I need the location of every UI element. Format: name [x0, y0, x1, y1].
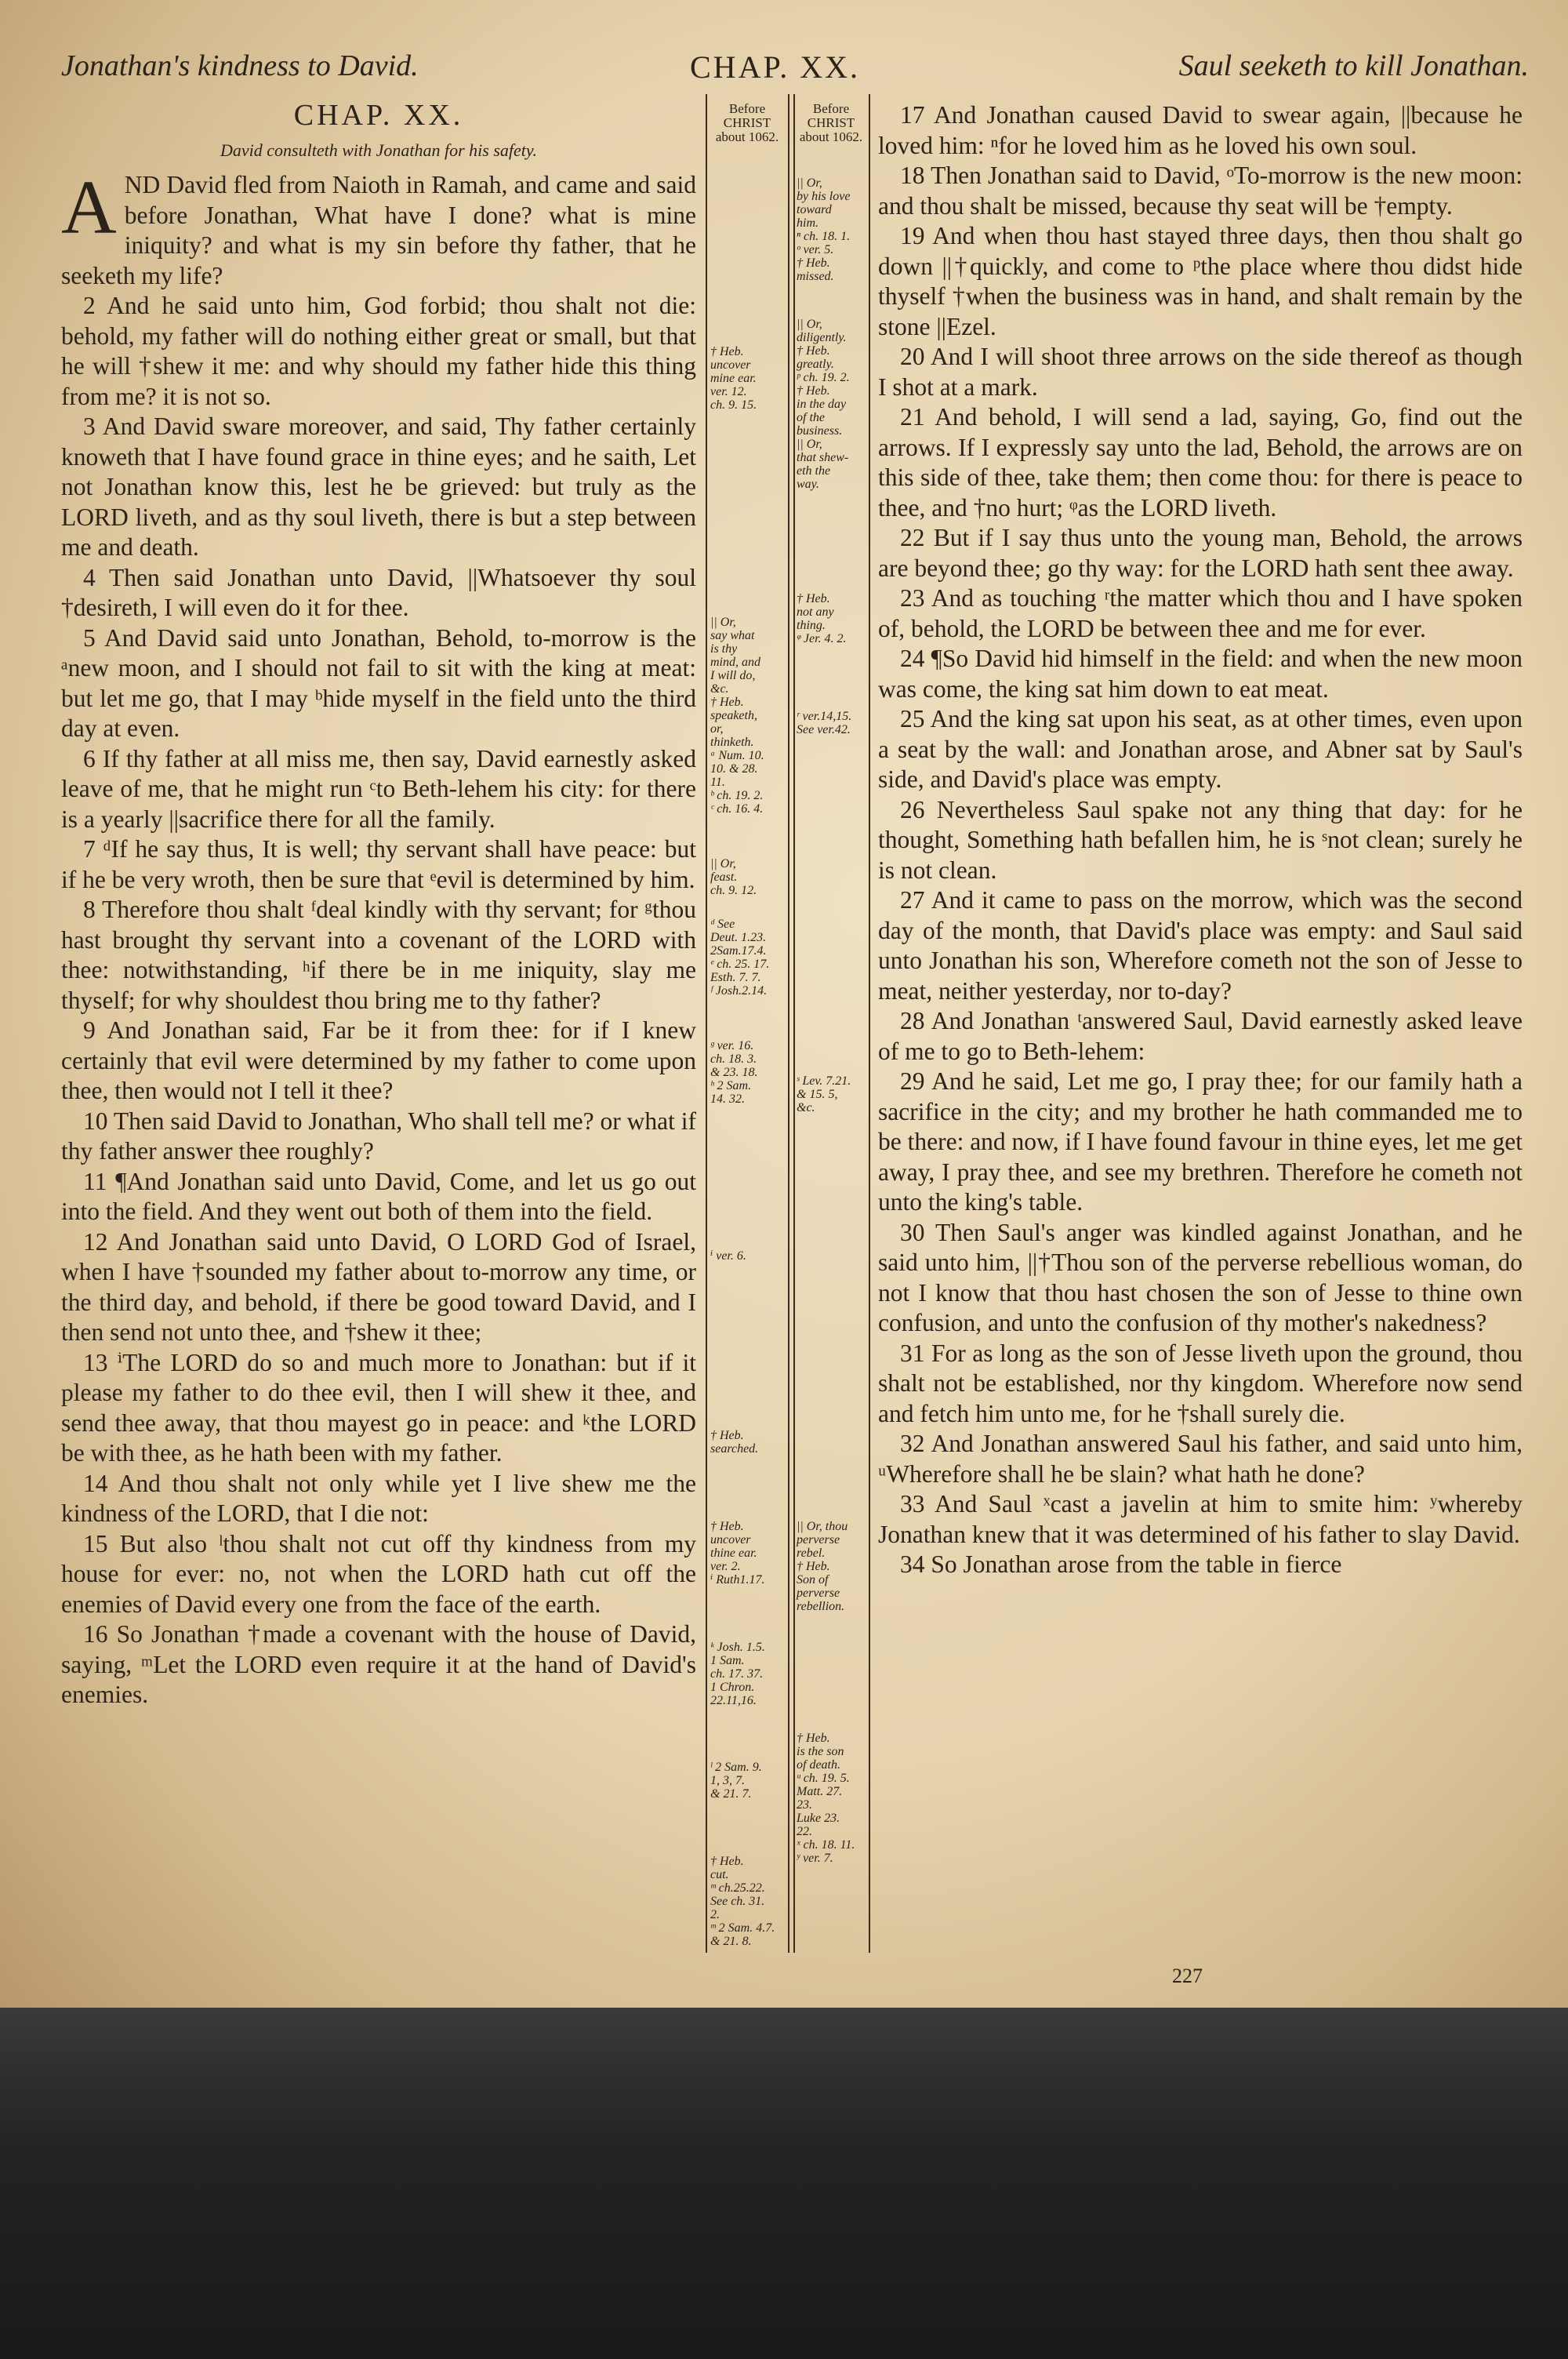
verse-paragraph: 26 Nevertheless Saul spake not any thing that day: for he thought, Something hath befallen him, he is ˢnot clean; surely he is not clean. [878, 795, 1523, 884]
margin-divider [706, 94, 707, 1953]
page-number: 227 [1172, 1965, 1203, 1987]
verse-paragraph: 28 And Jonathan ᵗanswered Saul, David earnestly asked leave of me to go to Beth-lehem: [878, 1007, 1523, 1065]
margin-note: ᵈ See Deut. 1.23. 2Sam.17.4. ᵉ ch. 25. 17. Esth. 7. 7. ᶠ Josh.2.14. [710, 918, 770, 998]
marginal-references-outer [797, 0, 869, 2008]
margin-note: || Or, thou perverse rebel. † Heb. Son of perverse rebellion. [797, 1520, 848, 1613]
verse-paragraph: 3 And David sware moreover, and said, Thy father certainly knoweth that I have found grace in thine eyes; and he saith, Let not Jonathan know this, lest he be grieved: but truly as the LORD liveth, and as thy soul liveth, there is but a step between me and death. [61, 413, 696, 561]
verse-paragraph: 32 And Jonathan answered Saul his father, and said unto him, ᵘWherefore shall he be slain? what hath he done? [878, 1430, 1523, 1488]
margin-divider [793, 94, 795, 1953]
background-surface [0, 2008, 1568, 2359]
left-text-column [61, 100, 696, 1710]
margin-note: † Heb. searched. [710, 1429, 759, 1456]
margin-note: || Or, diligently. † Heb. greatly. ᵖ ch. 19. 2. † Heb. in the day of the business. || Or, that shew- eth the way. [797, 318, 850, 491]
verse-paragraph: 25 And the king sat upon his seat, as at other times, even upon a seat by the wall: and Jonathan arose, and Abner sat by Saul's side, and David's place was empty. [878, 705, 1523, 793]
margin-note: † Heb. not any thing. ᵠ Jer. 4. 2. [797, 592, 847, 645]
verse-paragraph: 13 ⁱThe LORD do so and much more to Jonathan: but if it please my father to do thee evil, then I will shew it thee, and send thee away, that thou mayest go in peace: and ᵏthe LORD be with thee, as he hath been with my father. [61, 1348, 696, 1467]
margin-date-heading: Before CHRIST about 1062. [715, 101, 779, 144]
margin-note: ˡ 2 Sam. 9. 1, 3, 7. & 21. 7. [710, 1761, 762, 1801]
verse-paragraph: 4 Then said Jonathan unto David, ||Whatsoever thy soul †desireth, I will even do it for thee. [61, 563, 696, 621]
margin-note: || Or, by his love toward him. ⁿ ch. 18. 1. ᵒ ver. 5. † Heb. missed. [797, 176, 851, 283]
margin-note: † Heb. uncover thine ear. ver. 2. ⁱ Ruth1.17. [710, 1520, 765, 1587]
margin-note: † Heb. cut. ᵐ ch.25.22. See ch. 31. 2. ᵐ 2 Sam. 4.7. & 21. 8. [710, 1855, 775, 1948]
verse-paragraph: 22 But if I say thus unto the young man, Behold, the arrows are beyond thee; go thy way: for the LORD hath sent thee away. [878, 524, 1523, 582]
verse-paragraph: 27 And it came to pass on the morrow, which was the second day of the month, that David's place was empty: and Saul said unto Jonathan his son, Wherefore cometh not the son of Jesse to meat, neither yesterday, nor to-day? [878, 886, 1523, 1005]
verse-paragraph: 2 And he said unto him, God forbid; thou shalt not die: behold, my father will do nothing either great or small, but that he will †shew it me: and why should my father hide this thing from me? it is not so. [61, 292, 696, 410]
running-head-right: Saul seeketh to kill Jonathan. [1178, 49, 1529, 82]
drop-cap: A [61, 165, 117, 250]
verse-paragraph: 18 Then Jonathan said to David, ᵒTo-morrow is the new moon: and thou shalt be missed, because thy seat will be †empty. [878, 162, 1523, 220]
chapter-title: CHAP. XX. [293, 99, 464, 132]
margin-note: ᵏ Josh. 1.5. 1 Sam. ch. 17. 37. 1 Chron. 22.11,16. [710, 1641, 765, 1707]
verse-paragraph: 23 And as touching ʳthe matter which thou and I have spoken of, behold, the LORD be between thee and me for ever. [878, 584, 1523, 642]
verse-paragraph: 6 If thy father at all miss me, then say, David earnestly asked leave of me, that he might run ᶜto Beth-lehem his city: for there is a yearly ||sacrifice there for all the family. [61, 744, 696, 833]
verse-paragraph: 9 And Jonathan said, Far be it from thee: for if I knew certainly that evil were determined by my father to come upon thee, then would not I tell it thee? [61, 1016, 696, 1104]
verse-paragraph: 17 And Jonathan caused David to swear again, ||because he loved him: ⁿfor he loved him as he loved his own soul. [878, 101, 1523, 159]
verse-paragraph: 33 And Saul ˣcast a javelin at him to smite him: ʸwhereby Jonathan knew that it was determined of his father to slay David. [878, 1490, 1523, 1548]
margin-divider [869, 94, 870, 1953]
margin-date-heading: Before CHRIST about 1062. [799, 101, 863, 144]
verse-paragraph: 29 And he said, Let me go, I pray thee; for our family hath a sacrifice in the city; and my brother he hath commanded me to be there: and now, if I have found favour in thine eyes, let me get away, I pray thee, and see my brethren. Therefore he cometh not unto the king's table. [878, 1067, 1523, 1216]
margin-note: ʳ ver.14,15. See ver.42. [797, 710, 852, 736]
verse-paragraph: 5 And David said unto Jonathan, Behold, to-morrow is the ᵃnew moon, and I should not fail to sit with the king at meat: but let me go, that I may ᵇhide myself in the field unto the third day at even. [61, 623, 696, 742]
verse-paragraph: 16 So Jonathan †made a covenant with the house of David, saying, ᵐLet the LORD even require it at the hand of David's enemies. [61, 1620, 696, 1708]
margin-note: † Heb. uncover mine ear. ver. 12. ch. 9. 15. [710, 345, 757, 412]
verse-paragraph: 11 ¶And Jonathan said unto David, Come, and let us go out into the field. And they went out both of them into the field. [61, 1167, 696, 1225]
verse-paragraph: 31 For as long as the son of Jesse liveth upon the ground, thou shalt not be established, nor thy kingdom. Wherefore now send and fetch him unto me, for he †shall surely die. [878, 1339, 1523, 1427]
margin-note: ᵍ ver. 16. ch. 18. 3. & 23. 18. ʰ 2 Sam. 14. 32. [710, 1039, 758, 1106]
verse-paragraph: ND David fled from Naioth in Ramah, and came and said before Jonathan, What have I done? what is mine iniquity? and what is my sin before thy father, that he seeketh my life? [61, 171, 696, 289]
margin-note: || Or, feast. ch. 9. 12. [710, 857, 757, 897]
verse-paragraph: 7 ᵈIf he say thus, It is well; thy servant shall have peace: but if he be very wroth, then be sure that ᵉevil is determined by him. [61, 835, 696, 893]
verse-paragraph: 15 But also ˡthou shalt not cut off thy kindness from my house for ever: no, not when the LORD hath cut off the enemies of David every one from the face of the earth. [61, 1529, 696, 1618]
verse-paragraph: 12 And Jonathan said unto David, O LORD God of Israel, when I have †sounded my father about to-morrow any time, or the third day, and behold, if there be good toward David, and I then send not unto thee, and †shew it thee; [61, 1227, 696, 1346]
marginal-references-inner [710, 0, 786, 2008]
verse-paragraph: 8 Therefore thou shalt ᶠdeal kindly with thy servant; for ᵍthou hast brought thy servant into a covenant of the LORD with thee: notwithstanding, ʰif there be in me iniquity, slay me thyself; for why shouldest thou bring me to thy father? [61, 896, 696, 1014]
verse-paragraph: 19 And when thou hast stayed three days, then thou shalt go down ||†quickly, and come to ᵖthe place where thou didst hide thyself †when the business was in hand, and shalt remain by the stone ||Ezel. [878, 222, 1523, 340]
margin-note: ˢ Lev. 7.21. & 15. 5, &c. [797, 1074, 851, 1114]
margin-note: || Or, say what is thy mind, and I will do, &c. † Heb. speaketh, or, thinketh. ᵃ Num. 10. 10. & 28. 11. ᵇ ch. 19. 2. ᶜ ch. 16. 4. [710, 616, 764, 816]
running-head-left: Jonathan's kindness to David. [61, 49, 419, 82]
verse-paragraph: 10 Then said David to Jonathan, Who shall tell me? or what if thy father answer thee roughly? [61, 1107, 696, 1165]
verse-paragraph: 20 And I will shoot three arrows on the side thereof as though I shot at a mark. [878, 343, 1523, 401]
verse-paragraph: 34 So Jonathan arose from the table in fierce [900, 1550, 1342, 1578]
running-head-center: CHAP. XX. [690, 49, 861, 85]
margin-note: ⁱ ver. 6. [710, 1249, 746, 1263]
verse-paragraph: 24 ¶So David hid himself in the field: and when the new moon was come, the king sat him down to eat meat. [878, 645, 1523, 703]
chapter-summary: David consulteth with Jonathan for his safety. [220, 140, 537, 160]
verse-paragraph: 14 And thou shalt not only while yet I live shew me the kindness of the LORD, that I die not: [61, 1469, 696, 1527]
margin-divider [788, 94, 789, 1953]
right-text-column [878, 100, 1523, 1580]
verse-paragraph: 30 Then Saul's anger was kindled against Jonathan, and he said unto him, ||†Thou son of the perverse rebellious woman, do not I know that thou hast chosen the son of Jesse to thine own confusion, and unto the confusion of thy mother's nakedness? [878, 1218, 1523, 1336]
verse-paragraph: 21 And behold, I will send a lad, saying, Go, find out the arrows. If I expressly say unto the lad, Behold, the arrows are on this side of thee, take them; then come thou: for there is peace to thee, and †no hurt; ᵠas the LORD liveth. [878, 403, 1523, 522]
margin-note: † Heb. is the son of death. ᵘ ch. 19. 5. Matt. 27. 23. Luke 23. 22. ˣ ch. 18. 11. ʸ ver. 7. [797, 1732, 855, 1865]
